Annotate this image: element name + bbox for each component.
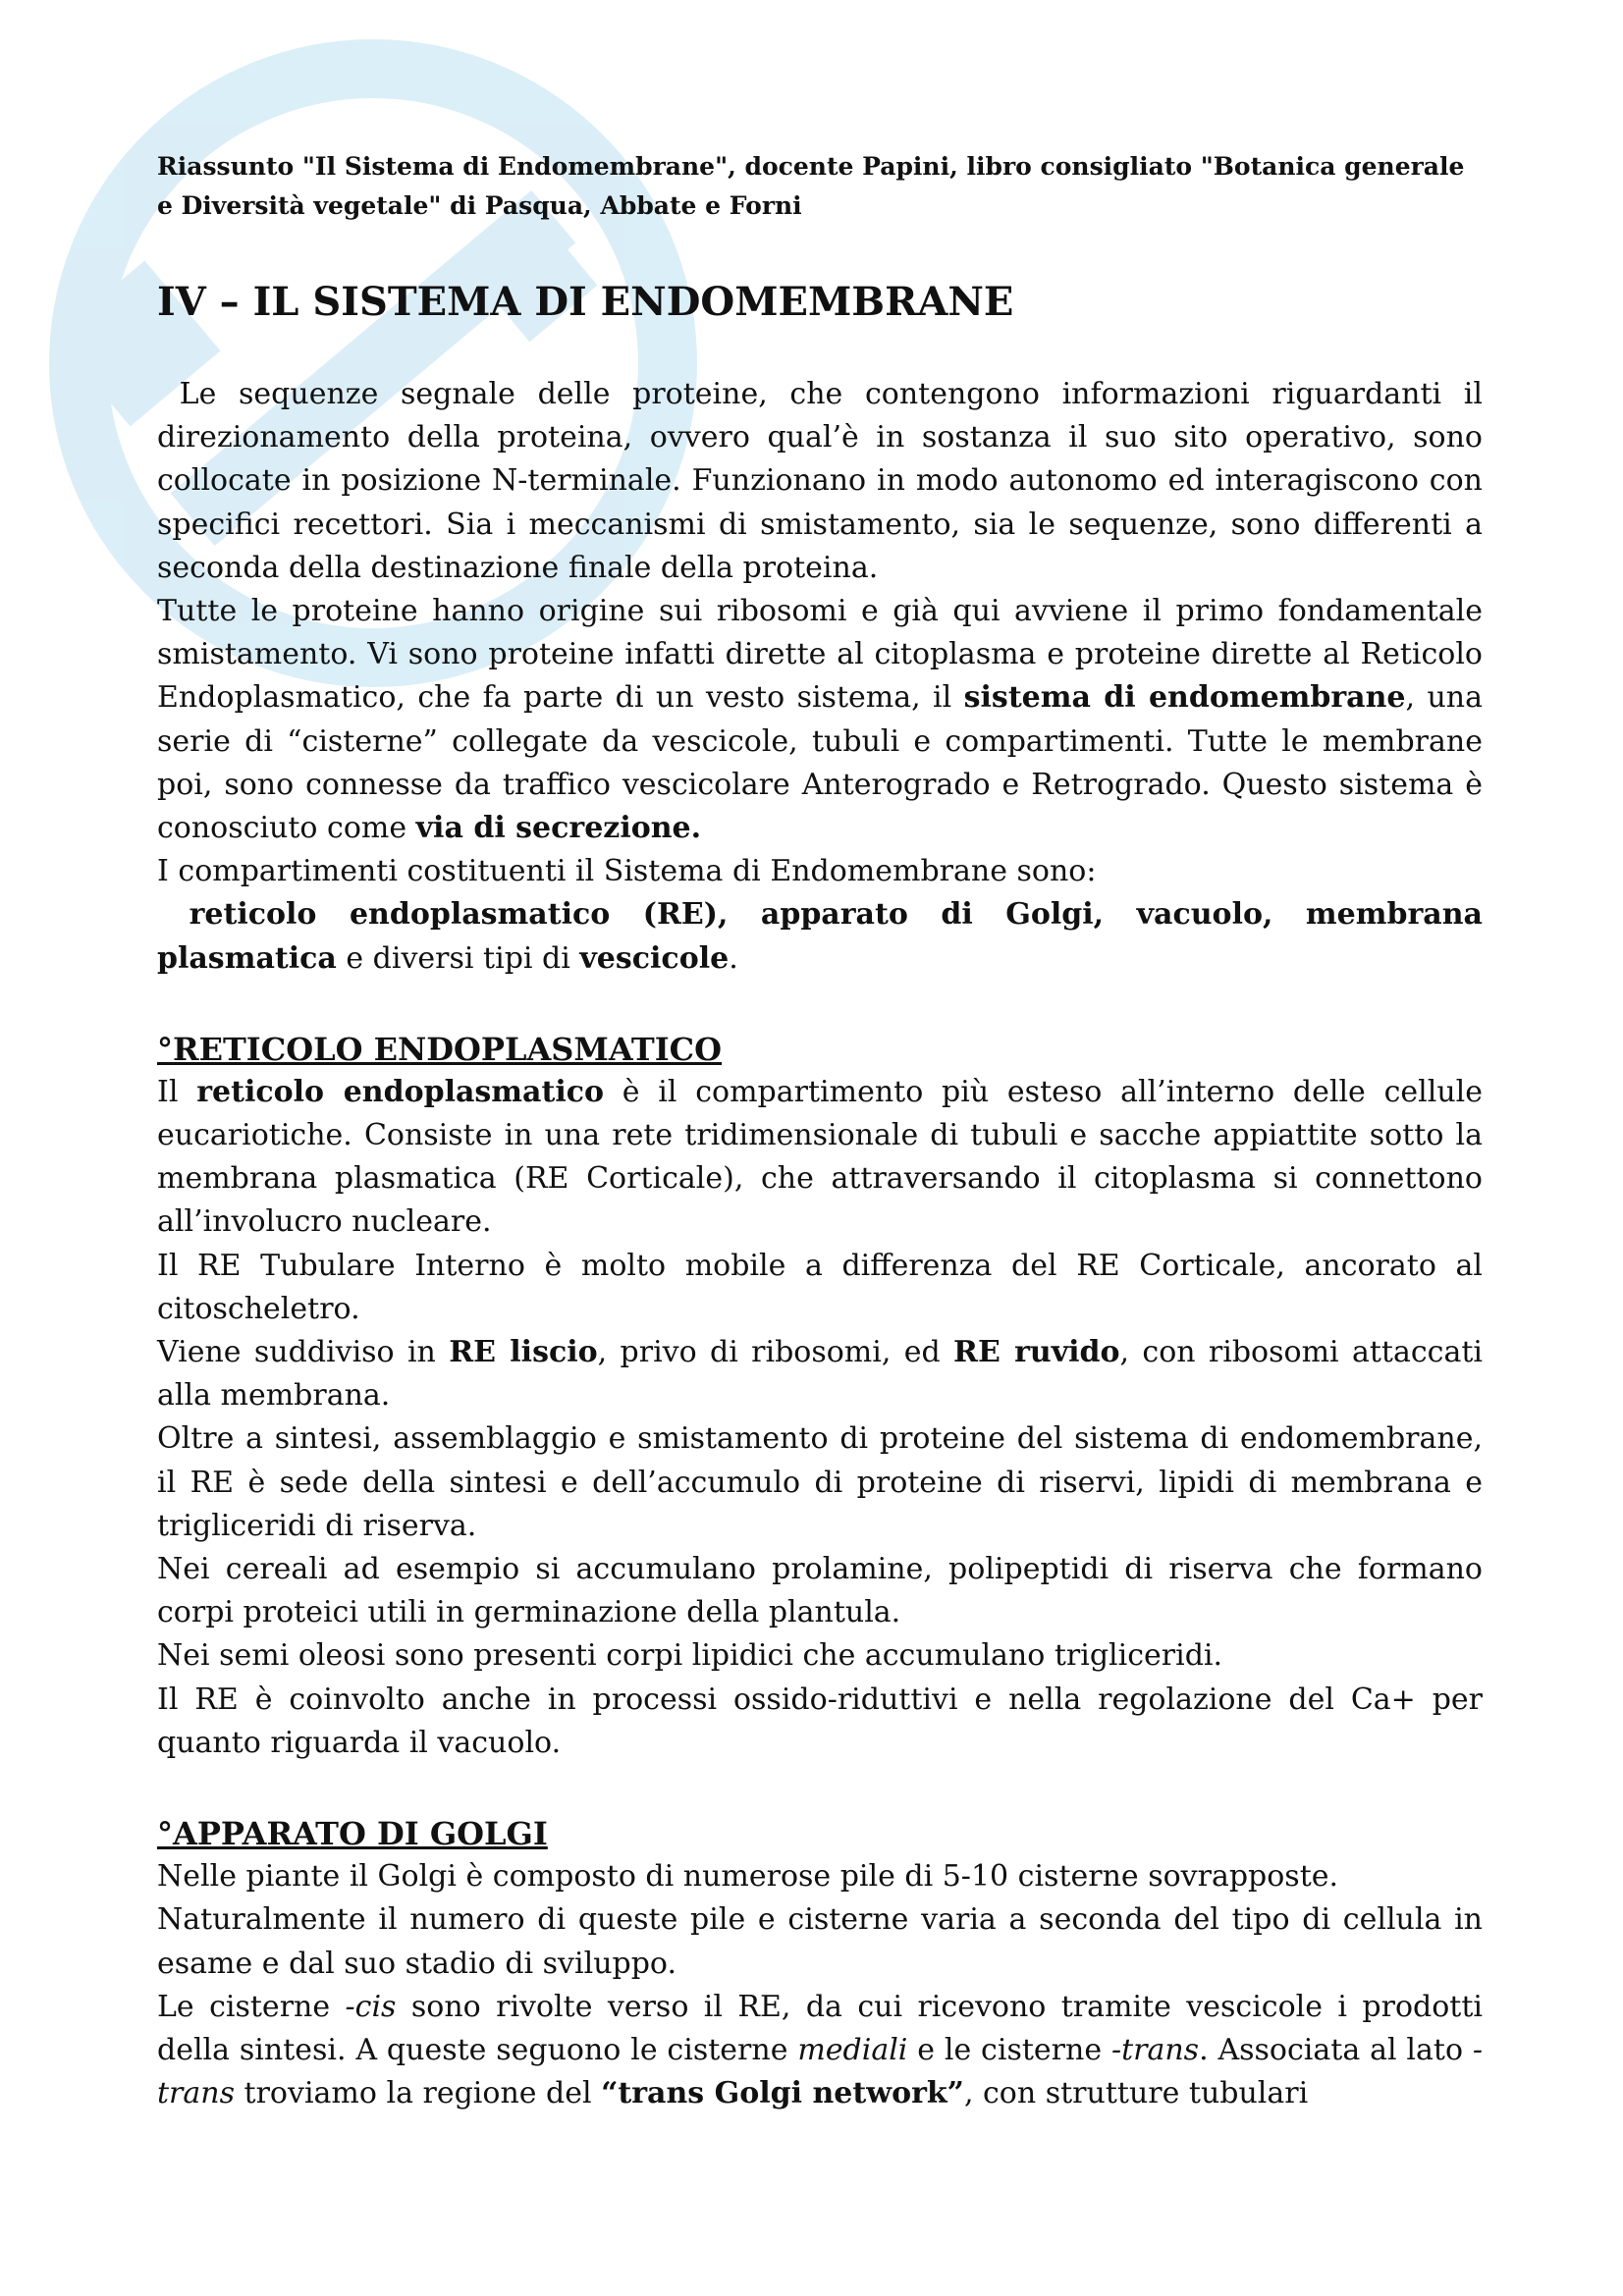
intro-paragraph-1: Le sequenze segnale delle proteine, che contengono informazioni riguardanti il direzionamento della proteina, ovvero qual’è in sostanza il suo sito operativo, sono collocate in posizione N-terminale. Funzionano in modo autonomo ed interagiscono con specifici recettori. Sia i meccanismi di smistamento, sia le sequenze, sono differenti a seconda della destinazione finale della proteina.	[157, 377, 1483, 585]
intro-paragraph-2: Tutte le proteine hanno origine sui ribosomi e già qui avviene il primo fondamentale smistamento. Vi sono proteine infatti dirette al citoplasma e proteine dirette al Reticolo Endoplasmatico, che fa parte di un vesto sistema, il sistema di endomembrane, una serie di “cisterne” collegate da vescicole, tubuli e compartimenti. Tutte le membrane poi, sono connesse da traffico vescicolare Anterogrado e Retrogrado. Questo sistema è conosciuto come via di secrezione.	[157, 594, 1484, 846]
golgi-paragraph-1: Nelle piante il Golgi è composto di numerose pile di 5-10 cisterne sovrapposte.	[157, 1859, 1339, 1895]
document-page	[157, 147, 1483, 2115]
re-paragraph-7: Il RE è coinvolto anche in processi ossido-riduttivi e nella regolazione del Ca+ per quanto riguarda il vacuolo.	[157, 1682, 1483, 1760]
re-paragraph-2: Il RE Tubulare Interno è molto mobile a differenza del RE Corticale, ancorato al citoscheletro.	[157, 1248, 1483, 1326]
intro-paragraph-3: I compartimenti costituenti il Sistema di Endomembrane sono:	[157, 854, 1097, 889]
re-paragraph-4: Oltre a sintesi, assemblaggio e smistamento di proteine del sistema di endomembrane, il RE è sede della sintesi e dell’accumulo di proteine di riservi, lipidi di membrana e trigliceridi di riserva.	[157, 1421, 1483, 1543]
chapter-title: IV – IL SISTEMA DI ENDOMEMBRANE	[157, 279, 1014, 325]
summary-header-note: Riassunto "Il Sistema di Endomembrane", docente Papini, libro consigliato "Botanica generale e Diversità vegetale" di Pasqua, Abbate e Forni	[157, 152, 1465, 220]
re-paragraph-5: Nei cereali ad esempio si accumulano prolamine, polipeptidi di riserva che formano corpi proteici utili in germinazione della plantula.	[157, 1552, 1483, 1630]
re-paragraph-3: Viene suddiviso in RE liscio, privo di ribosomi, ed RE ruvido, con ribosomi attaccati alla membrana.	[157, 1335, 1483, 1414]
golgi-paragraph-3: Le cisterne -cis sono rivolte verso il RE, da cui ricevono tramite vescicole i prodotti della sintesi. A queste seguono le cisterne mediali e le cisterne -trans. Associata al lato -trans troviamo la regione del “trans Golgi network”, con strutture tubulari	[157, 1989, 1483, 2111]
re-paragraph-1: Il reticolo endoplasmatico è il compartimento più esteso all’interno delle cellule eucariotiche. Consiste in una rete tridimensionale di tubuli e sacche appiattite sotto la membrana plasmatica (RE Corticale), che attraversando il citoplasma si connettono all’involucro nucleare.	[157, 1074, 1483, 1240]
section-heading-re: °RETICOLO ENDOPLASMATICO	[157, 1030, 723, 1068]
intro-paragraph-4: reticolo endoplasmatico (RE), apparato di Golgi, vacuolo, membrana plasmatica e diversi tipi di vescicole.	[157, 897, 1483, 976]
re-paragraph-6: Nei semi oleosi sono presenti corpi lipidici che accumulano trigliceridi.	[157, 1638, 1223, 1674]
section-heading-golgi: °APPARATO DI GOLGI	[157, 1815, 548, 1853]
golgi-paragraph-2: Naturalmente il numero di queste pile e cisterne varia a seconda del tipo di cellula in esame e dal suo stadio di sviluppo.	[157, 1902, 1483, 1981]
